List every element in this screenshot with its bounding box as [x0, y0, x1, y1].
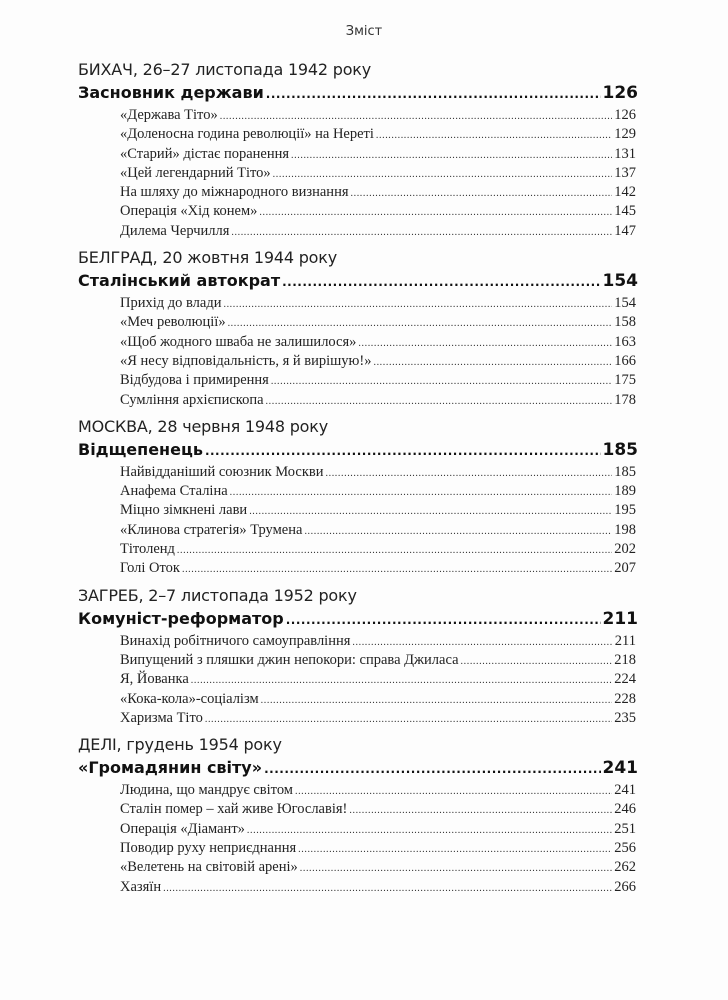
- subsection-entry[interactable]: [120, 333, 636, 352]
- subsection-page-number: 262: [614, 859, 636, 876]
- dot-leader: [264, 757, 600, 780]
- subsection-title: Людина, що мандрує світом: [120, 782, 293, 799]
- dot-leader: [230, 482, 613, 502]
- dot-leader: [352, 632, 612, 652]
- chapter-page-number: 126: [602, 83, 638, 103]
- subsection-entry[interactable]: [120, 521, 636, 540]
- subsection-title: Голі Оток: [120, 560, 180, 577]
- subsection-title: Тітоленд: [120, 541, 175, 558]
- subsection-title: «Старий» дістає поранення: [120, 145, 290, 162]
- chapter-page-number: 185: [602, 439, 638, 460]
- dot-leader: [376, 125, 612, 145]
- chapter-page-number: 154: [602, 271, 638, 292]
- dot-leader: [231, 222, 612, 242]
- subsection-list: [78, 463, 638, 579]
- dot-leader: [351, 183, 613, 203]
- dot-leader: [271, 371, 612, 391]
- section-location-date: МОСКВА, 28 червня 1948 року: [78, 416, 329, 436]
- subsection-page-number: 207: [614, 560, 636, 577]
- dot-leader: [247, 820, 612, 840]
- section-location-date: БЕЛГРАД, 20 жовтня 1944 року: [78, 248, 337, 268]
- subsection-page-number: 154: [614, 295, 636, 312]
- chapter-title: Комуніст-реформатор: [78, 608, 284, 628]
- subsection-page-number: 178: [614, 391, 636, 408]
- subsection-entry[interactable]: [120, 294, 636, 313]
- subsection-title: «Меч революції»: [120, 314, 226, 331]
- subsection-title: «Щоб жодного шваба не залишилося»: [120, 333, 357, 350]
- subsection-page-number: 228: [614, 690, 636, 707]
- dot-leader: [182, 559, 612, 579]
- section-location-date: ДЕЛІ, грудень 1954 року: [78, 735, 282, 755]
- subsection-title: Операція «Хід конем»: [120, 203, 258, 220]
- subsection-page-number: 147: [614, 222, 636, 239]
- dot-leader: [282, 270, 600, 293]
- subsection-title: Випущений з пляшки джин непокори: справа Джиласа: [120, 651, 459, 668]
- subsection-entry[interactable]: [120, 106, 636, 125]
- subsection-page-number: 202: [614, 541, 636, 558]
- subsection-title: «Кока-кола»-соціалізм: [120, 690, 259, 707]
- subsection-entry[interactable]: [120, 651, 636, 670]
- chapter-entry[interactable]: [78, 270, 638, 292]
- subsection-page-number: 195: [614, 502, 636, 519]
- subsection-page-number: 137: [614, 164, 636, 181]
- subsection-entry[interactable]: [120, 463, 636, 482]
- subsection-page-number: 145: [614, 203, 636, 220]
- subsection-page-number: 185: [614, 463, 636, 480]
- subsection-entry[interactable]: [120, 202, 636, 221]
- dot-leader: [291, 145, 612, 165]
- subsection-entry[interactable]: [120, 313, 636, 332]
- subsection-entry[interactable]: [120, 878, 636, 897]
- dot-leader: [304, 521, 612, 541]
- subsection-entry[interactable]: [120, 820, 636, 839]
- subsection-title: Анафема Сталіна: [120, 483, 228, 500]
- dot-leader: [259, 202, 612, 222]
- toc-section: [78, 584, 638, 728]
- chapter-entry[interactable]: [78, 608, 638, 630]
- subsection-entry[interactable]: [120, 839, 636, 858]
- subsection-title: «Держава Тіто»: [120, 107, 218, 123]
- table-of-contents: [78, 58, 638, 902]
- subsection-list: [78, 294, 638, 410]
- subsection-page-number: 246: [614, 801, 636, 818]
- subsection-title: «Клинова стратегія» Трумена: [120, 521, 303, 538]
- subsection-title: Харизма Тіто: [120, 709, 203, 726]
- subsection-page-number: 256: [614, 840, 636, 857]
- section-location-date: БИХАЧ, 26–27 листопада 1942 року: [78, 60, 372, 79]
- toc-section: [78, 58, 638, 241]
- dot-leader: [205, 439, 601, 462]
- subsection-list: [78, 632, 638, 728]
- subsection-entry[interactable]: [120, 391, 636, 410]
- subsection-page-number: 251: [614, 820, 636, 837]
- dot-leader: [373, 352, 612, 372]
- subsection-entry[interactable]: [120, 632, 636, 651]
- subsection-title: Прихід до влади: [120, 295, 222, 312]
- subsection-title: Сумління архієпископа: [120, 391, 264, 408]
- subsection-page-number: 189: [614, 483, 636, 500]
- subsection-title: «Цей легендарний Тіто»: [120, 164, 271, 181]
- dot-leader: [249, 501, 612, 521]
- dot-leader: [461, 651, 613, 671]
- dot-leader: [177, 540, 612, 560]
- subsection-page-number: 142: [614, 184, 636, 201]
- toc-section: [78, 246, 638, 410]
- toc-section: [78, 733, 638, 897]
- subsection-title: Сталін помер – хай живе Югославія!: [120, 801, 348, 818]
- dot-leader: [298, 839, 612, 859]
- chapter-title: Засновник держави: [78, 83, 264, 102]
- subsection-page-number: 166: [614, 352, 636, 369]
- subsection-title: Операція «Діамант»: [120, 820, 245, 837]
- subsection-page-number: 158: [614, 314, 636, 331]
- subsection-page-number: 266: [614, 878, 636, 895]
- dot-leader: [191, 670, 612, 690]
- subsection-entry[interactable]: [120, 145, 636, 164]
- subsection-title: Дилема Черчилля: [120, 222, 230, 239]
- dot-leader: [273, 164, 613, 184]
- chapter-page-number: 241: [602, 758, 638, 779]
- subsection-page-number: 218: [614, 651, 636, 668]
- dot-leader: [205, 709, 612, 729]
- subsection-title: Я, Йованка: [120, 671, 189, 688]
- dot-leader: [300, 858, 613, 878]
- chapter-page-number: 211: [602, 608, 638, 629]
- subsection-entry[interactable]: [120, 858, 636, 877]
- dot-leader: [326, 463, 613, 483]
- subsection-entry[interactable]: [120, 125, 636, 144]
- subsection-list: [78, 781, 638, 897]
- subsection-list: [78, 106, 638, 241]
- chapter-entry[interactable]: [78, 82, 638, 104]
- subsection-entry[interactable]: [120, 559, 636, 578]
- subsection-title: Винахід робітничого самоуправління: [120, 632, 351, 649]
- subsection-entry[interactable]: [120, 164, 636, 183]
- subsection-entry[interactable]: [120, 709, 636, 728]
- subsection-page-number: 241: [614, 782, 636, 799]
- subsection-page-number: 211: [614, 632, 636, 649]
- dot-leader: [266, 82, 601, 105]
- subsection-entry[interactable]: [120, 371, 636, 390]
- subsection-page-number: 175: [614, 372, 636, 389]
- dot-leader: [286, 608, 601, 631]
- subsection-title: Поводир руху неприєднання: [120, 840, 297, 857]
- subsection-entry[interactable]: [120, 690, 636, 709]
- toc-section: [78, 415, 638, 579]
- dot-leader: [223, 294, 612, 314]
- page-header: Зміст: [345, 24, 383, 39]
- dot-leader: [163, 878, 612, 898]
- dot-leader: [295, 781, 612, 801]
- subsection-entry[interactable]: [120, 222, 636, 241]
- chapter-title: Сталінський автократ: [78, 271, 281, 291]
- subsection-title: «Доленосна година революції» на Нереті: [120, 126, 374, 143]
- subsection-title: «Велетень на світовій арені»: [120, 859, 298, 876]
- subsection-title: Хазяїн: [120, 878, 162, 895]
- subsection-entry[interactable]: [120, 183, 636, 202]
- section-location-date: ЗАГРЕБ, 2–7 листопада 1952 року: [78, 585, 357, 605]
- dot-leader: [349, 800, 612, 820]
- subsection-entry[interactable]: [120, 781, 636, 800]
- chapter-title: Відщепенець: [78, 439, 203, 459]
- subsection-entry[interactable]: [120, 501, 636, 520]
- dot-leader: [261, 690, 613, 710]
- subsection-page-number: 131: [614, 145, 636, 162]
- chapter-title: «Громадянин світу»: [78, 758, 263, 778]
- chapter-entry[interactable]: [78, 439, 638, 461]
- subsection-page-number: 235: [614, 709, 636, 726]
- subsection-entry[interactable]: [120, 670, 636, 689]
- subsection-page-number: 224: [614, 671, 636, 688]
- subsection-page-number: 198: [614, 521, 636, 538]
- subsection-title: Міцно зімкнені лави: [120, 502, 248, 519]
- subsection-entry[interactable]: [120, 800, 636, 819]
- subsection-entry[interactable]: [120, 352, 636, 371]
- subsection-title: Найвідданіший союзник Москви: [120, 463, 324, 480]
- dot-leader: [220, 106, 613, 126]
- subsection-page-number: 129: [614, 126, 636, 143]
- subsection-title: На шляху до міжнародного визнання: [120, 184, 349, 201]
- subsection-title: «Я несу відповідальність, я й вирішую!»: [120, 352, 372, 369]
- dot-leader: [358, 333, 612, 353]
- subsection-title: Відбудова і примирення: [120, 372, 269, 389]
- dot-leader: [266, 391, 613, 411]
- chapter-entry[interactable]: [78, 757, 638, 779]
- subsection-entry[interactable]: [120, 540, 636, 559]
- subsection-page-number: 126: [614, 107, 636, 123]
- subsection-entry[interactable]: [120, 482, 636, 501]
- subsection-page-number: 163: [614, 333, 636, 350]
- dot-leader: [228, 313, 613, 333]
